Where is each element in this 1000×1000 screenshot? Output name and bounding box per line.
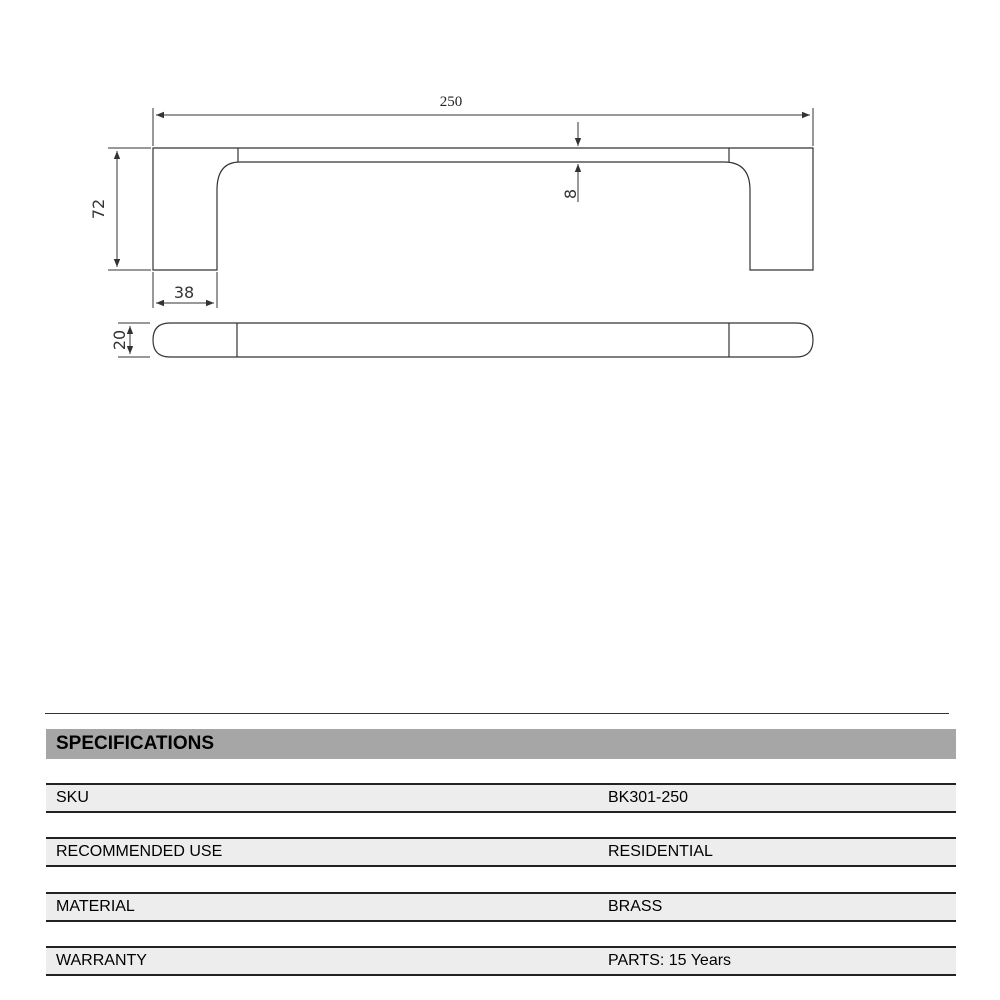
specifications-title: SPECIFICATIONS (56, 733, 214, 754)
spec-label: WARRANTY (56, 952, 147, 969)
spec-label: SKU (56, 789, 89, 806)
dimension-height (108, 148, 151, 270)
section-divider (45, 713, 949, 714)
spec-row-recommended-use (46, 837, 956, 867)
dimension-label-depth: 20 (110, 329, 129, 351)
dimension-label-height: 72 (89, 198, 108, 220)
spec-value: BRASS (608, 898, 663, 915)
spec-label: MATERIAL (56, 898, 135, 915)
spec-row-warranty (46, 946, 956, 976)
technical-drawing (0, 0, 1000, 420)
dimension-label-foot: 38 (173, 283, 195, 302)
spec-value: BK301-250 (608, 789, 689, 806)
spec-row-material (46, 892, 956, 922)
handle-top-outline (153, 323, 813, 357)
front-view (153, 148, 813, 270)
spec-label: RECOMMENDED USE (56, 843, 223, 860)
top-view (153, 323, 813, 357)
spec-row-sku (46, 783, 956, 813)
handle-front-outline (153, 148, 813, 270)
spec-value: PARTS: 15 Years (608, 952, 732, 969)
dimension-overall-length (153, 108, 813, 146)
dimension-label-thickness: 8 (561, 188, 580, 200)
dimension-label-length: 250 (439, 94, 463, 110)
spec-value: RESIDENTIAL (608, 843, 713, 860)
specifications-header (46, 729, 956, 759)
